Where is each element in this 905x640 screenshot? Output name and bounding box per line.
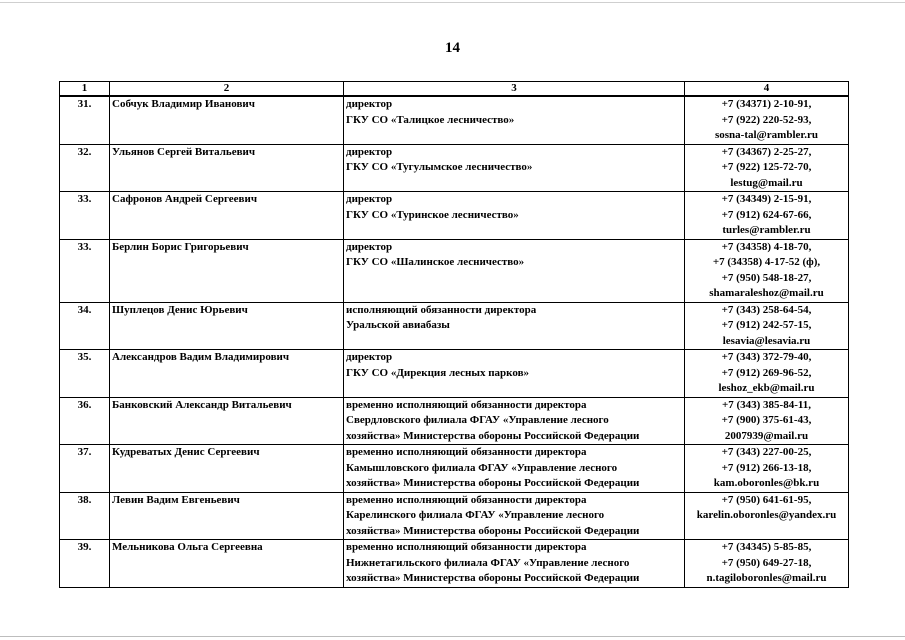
contact-line: +7 (912) 242-57-15, xyxy=(721,319,812,331)
contact-line: +7 (912) 266-13-18, xyxy=(721,461,812,474)
row-number: 32. xyxy=(60,144,110,192)
table-row xyxy=(60,445,849,493)
table-row xyxy=(60,96,849,144)
contacts-cell xyxy=(685,492,849,540)
page-bottom-border xyxy=(0,636,905,637)
position-line: временно исполняющий обязанности директора xyxy=(346,493,587,506)
position-line: Карелинского филиала ФГАУ «Управление лесного xyxy=(346,509,605,521)
contacts-cell xyxy=(685,239,849,302)
contact-line: +7 (343) 227-00-25, xyxy=(721,446,812,458)
contact-line: n.tagiloboronles@mail.ru xyxy=(706,572,827,584)
row-number: 34. xyxy=(60,302,110,350)
position-line: ГКУ СО «Дирекция лесных парков» xyxy=(346,366,530,379)
position-cell xyxy=(344,492,685,540)
row-number: 36. xyxy=(60,397,110,445)
contact-line: +7 (343) 385-84-11, xyxy=(721,398,812,411)
row-number: 38. xyxy=(60,492,110,540)
contact-line: sosna-tal@rambler.ru xyxy=(714,129,819,141)
position-line: директор xyxy=(346,240,393,253)
person-name: Мельникова Ольга Сергеевна xyxy=(110,540,344,588)
column-header-position: 3 xyxy=(344,82,685,97)
table-row xyxy=(60,144,849,192)
contact-line: +7 (343) 258-64-54, xyxy=(721,303,812,316)
row-number: 39. xyxy=(60,540,110,588)
position-cell xyxy=(344,192,685,240)
contact-line: +7 (950) 548-18-27, xyxy=(721,271,812,284)
position-cell xyxy=(344,397,685,445)
position-cell xyxy=(344,239,685,302)
position-cell xyxy=(344,350,685,398)
contact-line: +7 (34345) 5-85-85, xyxy=(721,541,812,553)
contact-line: +7 (34371) 2-10-91, xyxy=(721,98,812,110)
position-line: исполняющий обязанности директора xyxy=(346,303,537,316)
contact-line: lesavia@lesavia.ru xyxy=(722,334,811,347)
position-line: Свердловского филиала ФГАУ «Управление лесного xyxy=(346,414,609,426)
position-line: временно исполняющий обязанности директора xyxy=(346,541,587,553)
contact-line: +7 (34358) 4-17-52 (ф), xyxy=(712,256,821,268)
table-row xyxy=(60,350,849,398)
column-header-name: 2 xyxy=(110,82,344,97)
contacts-cell xyxy=(685,192,849,240)
position-line: хозяйства» Министерства обороны Российской Федерации xyxy=(346,572,640,584)
person-name: Ульянов Сергей Витальевич xyxy=(110,144,344,192)
position-line: хозяйства» Министерства обороны Российской Федерации xyxy=(346,429,640,442)
contact-line: turles@rambler.ru xyxy=(722,224,811,236)
page-number: 14 xyxy=(445,40,460,56)
contact-line: +7 (34349) 2-15-91, xyxy=(721,193,812,205)
table-row xyxy=(60,540,849,588)
row-number: 33. xyxy=(60,239,110,302)
table-header-row xyxy=(60,82,849,97)
position-line: временно исполняющий обязанности директора xyxy=(346,446,587,458)
contact-line: lestug@mail.ru xyxy=(730,176,803,189)
person-name: Левин Вадим Евгеньевич xyxy=(110,492,344,540)
position-line: ГКУ СО «Шалинское лесничество» xyxy=(346,256,525,268)
contacts-cell xyxy=(685,350,849,398)
contact-line: +7 (34367) 2-25-27, xyxy=(721,145,812,158)
position-line: директор xyxy=(346,98,393,110)
position-cell xyxy=(344,144,685,192)
contact-line: kam.oboronles@bk.ru xyxy=(713,477,820,489)
column-header-number: 1 xyxy=(60,82,110,97)
position-line: хозяйства» Министерства обороны Российской Федерации xyxy=(346,524,640,537)
position-cell xyxy=(344,445,685,493)
table-row xyxy=(60,302,849,350)
position-line: Нижнетагильского филиала ФГАУ «Управление лесного xyxy=(346,556,630,569)
position-cell xyxy=(344,302,685,350)
contact-line: +7 (343) 372-79-40, xyxy=(721,351,812,363)
contact-line: leshoz_ekb@mail.ru xyxy=(718,382,815,394)
table-row xyxy=(60,397,849,445)
row-number: 37. xyxy=(60,445,110,493)
position-line: Камышловского филиала ФГАУ «Управление лесного xyxy=(346,461,618,474)
contact-line: +7 (950) 649-27-18, xyxy=(721,556,812,569)
person-name: Александров Вадим Владимирович xyxy=(110,350,344,398)
person-name: Шуплецов Денис Юрьевич xyxy=(110,302,344,350)
person-name: Собчук Владимир Иванович xyxy=(110,96,344,144)
contacts-cell xyxy=(685,144,849,192)
contacts-cell xyxy=(685,445,849,493)
contact-line: +7 (922) 220-52-93, xyxy=(721,113,812,126)
table-body xyxy=(60,96,849,587)
position-line: ГКУ СО «Талицкое лесничество» xyxy=(346,113,515,126)
person-name: Сафронов Андрей Сергеевич xyxy=(110,192,344,240)
contacts-table xyxy=(59,81,849,588)
position-line: Уральской авиабазы xyxy=(346,319,450,331)
contact-line: 2007939@mail.ru xyxy=(724,429,809,442)
person-name: Банковский Александр Витальевич xyxy=(110,397,344,445)
contacts-cell xyxy=(685,540,849,588)
contact-line: +7 (34358) 4-18-70, xyxy=(721,240,812,253)
person-name: Кудреватых Денис Сергеевич xyxy=(110,445,344,493)
position-line: ГКУ СО «Тугулымское лесничество» xyxy=(346,161,533,173)
position-line: директор xyxy=(346,145,393,158)
position-line: временно исполняющий обязанности директора xyxy=(346,398,587,411)
position-cell xyxy=(344,96,685,144)
position-cell xyxy=(344,540,685,588)
position-line: директор xyxy=(346,351,393,363)
contacts-cell xyxy=(685,96,849,144)
contact-line: +7 (950) 641-61-95, xyxy=(721,493,812,506)
contact-line: +7 (900) 375-61-43, xyxy=(721,414,812,426)
row-number: 35. xyxy=(60,350,110,398)
page-top-border xyxy=(0,2,905,3)
table-row xyxy=(60,239,849,302)
contacts-cell xyxy=(685,397,849,445)
table-row xyxy=(60,192,849,240)
contact-line: +7 (922) 125-72-70, xyxy=(721,161,812,173)
position-line: директор xyxy=(346,193,393,205)
contact-line: shamaraleshoz@mail.ru xyxy=(709,287,824,299)
column-header-contacts: 4 xyxy=(685,82,849,97)
row-number: 31. xyxy=(60,96,110,144)
row-number: 33. xyxy=(60,192,110,240)
contact-line: karelin.oboronles@yandex.ru xyxy=(696,509,837,521)
contacts-cell xyxy=(685,302,849,350)
person-name: Берлин Борис Григорьевич xyxy=(110,239,344,302)
position-line: хозяйства» Министерства обороны Российской Федерации xyxy=(346,477,640,489)
position-line: ГКУ СО «Туринское лесничество» xyxy=(346,208,519,221)
table-row xyxy=(60,492,849,540)
contact-line: +7 (912) 624-67-66, xyxy=(721,208,812,221)
contact-line: +7 (912) 269-96-52, xyxy=(721,366,812,379)
